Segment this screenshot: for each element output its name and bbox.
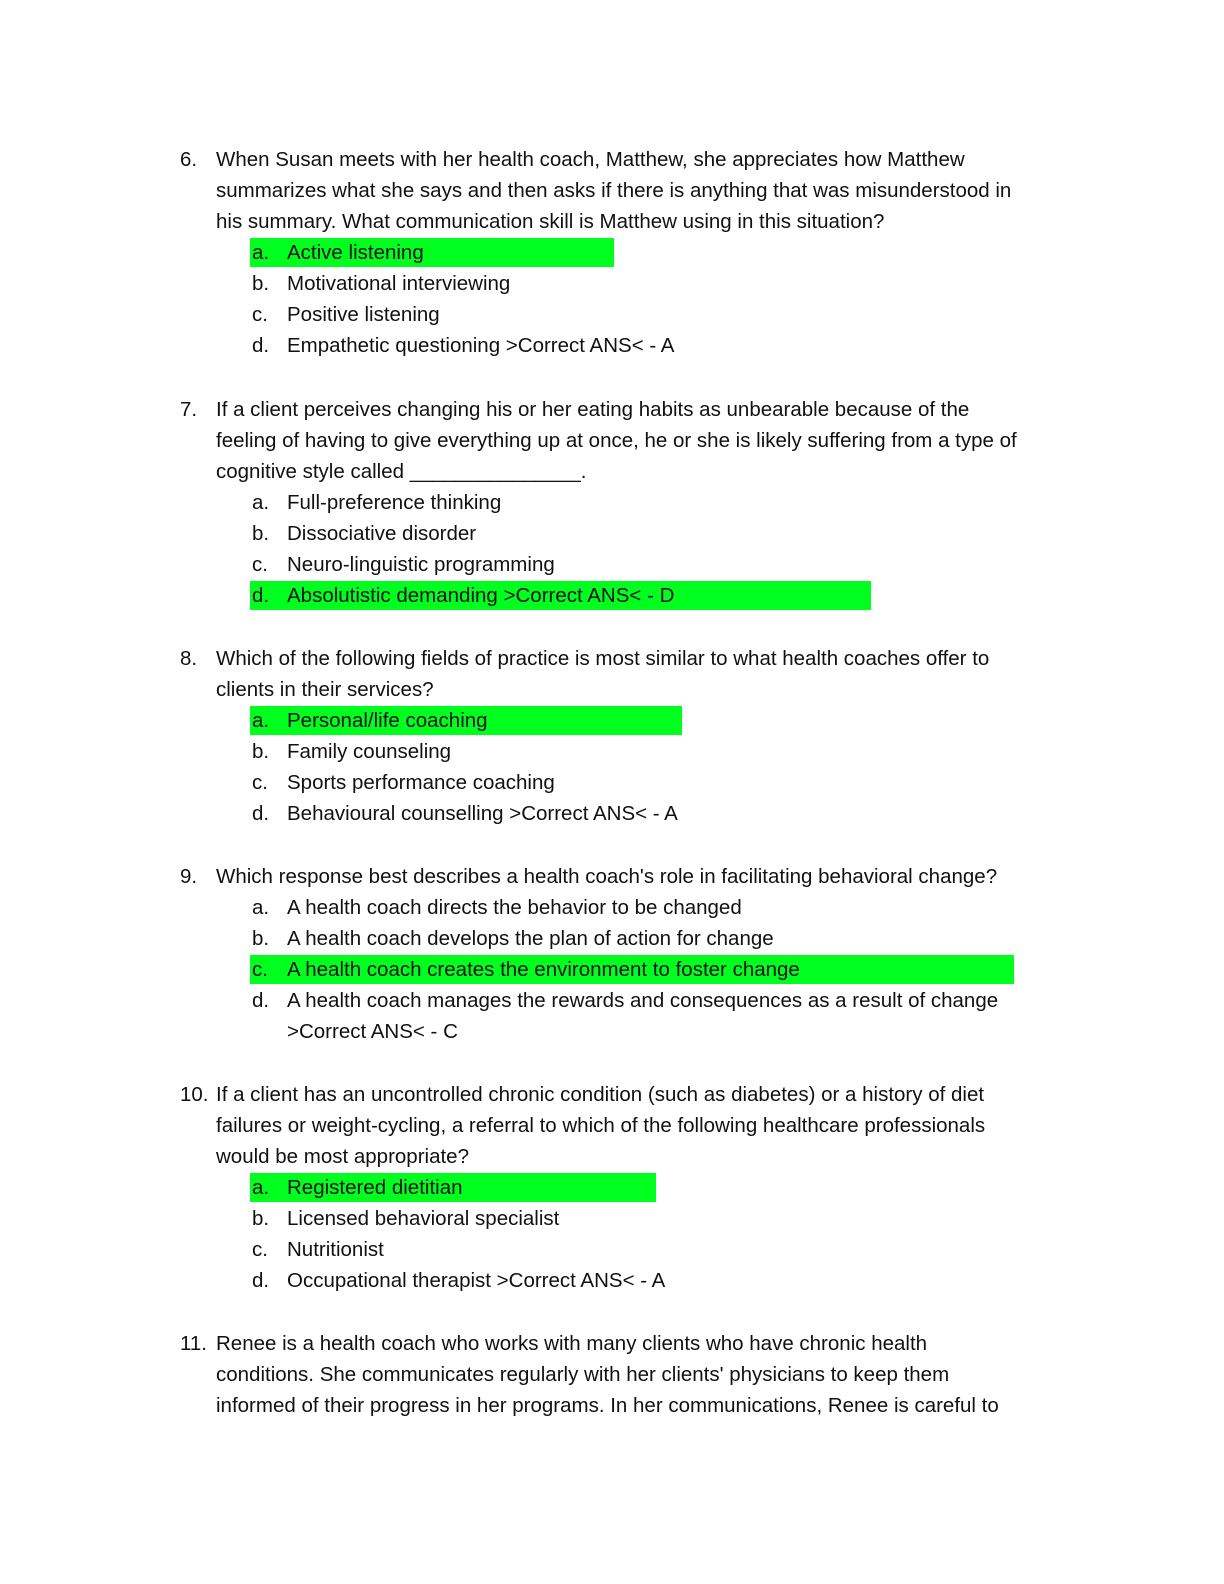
question-line: informed of their progress in her programs. In her communications, Renee is careful to (216, 1394, 999, 1417)
option-letter: d. (252, 584, 270, 607)
answer-option-a-correct (180, 705, 1080, 736)
answer-option-b (180, 268, 1080, 299)
option-text: Absolutistic demanding >Correct ANS< - D (287, 584, 675, 607)
question-number: 10. (180, 1083, 209, 1106)
answer-option-c (180, 549, 1080, 580)
question-line: would be most appropriate? (216, 1145, 469, 1168)
question-line: summarizes what she says and then asks if there is anything that was misunderstood in (216, 179, 1012, 202)
option-text: Personal/life coaching (287, 709, 488, 732)
answer-option-b (180, 736, 1080, 767)
question-line: his summary. What communication skill is Matthew using in this situation? (216, 210, 885, 233)
option-text: A health coach manages the rewards and consequences as a result of change (287, 989, 999, 1012)
answer-option-c (180, 299, 1080, 330)
option-letter: a. (252, 241, 270, 264)
option-letter: b. (252, 272, 270, 295)
question-line: If a client perceives changing his or her eating habits as unbearable because of the (216, 398, 970, 421)
option-text: A health coach creates the environment to foster change (287, 958, 800, 981)
option-letter: d. (252, 1269, 270, 1292)
question-number: 9. (180, 865, 198, 888)
answer-option-a (180, 892, 1080, 923)
answer-options (180, 237, 1080, 361)
question-number: 11. (180, 1332, 207, 1355)
option-letter: c. (252, 958, 268, 981)
option-letter: b. (252, 740, 270, 763)
answer-option-d-correct (180, 580, 1080, 611)
answer-option-c (180, 1234, 1080, 1265)
answer-option-d (180, 330, 1080, 361)
question-line: When Susan meets with her health coach, Matthew, she appreciates how Matthew (216, 148, 965, 171)
question-number: 7. (180, 398, 198, 421)
option-letter: a. (252, 896, 270, 919)
question-stem (180, 1328, 1080, 1421)
question-stem (180, 861, 1080, 892)
answer-option-d (180, 798, 1080, 829)
option-letter: c. (252, 1238, 268, 1261)
option-text: Motivational interviewing (287, 272, 511, 295)
option-text: Dissociative disorder (287, 522, 477, 545)
option-letter: c. (252, 303, 268, 326)
question-line: Renee is a health coach who works with many clients who have chronic health (216, 1332, 928, 1355)
answer-options (180, 1172, 1080, 1296)
answer-option-d (180, 985, 1080, 1047)
option-text: Registered dietitian (287, 1176, 463, 1199)
option-text: A health coach develops the plan of action for change (287, 927, 774, 950)
option-text: Active listening (287, 241, 424, 264)
answer-options (180, 892, 1080, 1047)
option-letter: b. (252, 1207, 270, 1230)
question-number: 8. (180, 647, 198, 670)
answer-option-d (180, 1265, 1080, 1296)
question-line: feeling of having to give everything up at once, he or she is likely suffering from a type of (216, 429, 1017, 452)
option-letter: c. (252, 553, 268, 576)
option-letter: b. (252, 927, 270, 950)
question-line: clients in their services? (216, 678, 434, 701)
option-text: Neuro-linguistic programming (287, 553, 555, 576)
answer-option-b (180, 1203, 1080, 1234)
option-text: Positive listening (287, 303, 440, 326)
option-letter: a. (252, 491, 270, 514)
option-text: Sports performance coaching (287, 771, 555, 794)
question-9 (180, 861, 1080, 1047)
question-number: 6. (180, 148, 198, 171)
option-text: Occupational therapist >Correct ANS< - A (287, 1269, 666, 1292)
answer-option-b (180, 518, 1080, 549)
option-letter: d. (252, 989, 270, 1012)
question-line: failures or weight-cycling, a referral to which of the following healthcare professionals (216, 1114, 986, 1137)
option-text: Behavioural counselling >Correct ANS< - A (287, 802, 678, 825)
option-letter: c. (252, 771, 268, 794)
answer-options (180, 705, 1080, 829)
answer-option-a-correct (180, 1172, 1080, 1203)
question-line: Which response best describes a health coach's role in facilitating behavioral change? (216, 865, 998, 888)
answer-option-a-correct (180, 237, 1080, 268)
option-letter: b. (252, 522, 270, 545)
option-letter: a. (252, 709, 270, 732)
question-stem (180, 144, 1080, 237)
answer-option-c-correct (180, 954, 1080, 985)
question-stem (180, 1079, 1080, 1172)
question-stem (180, 394, 1080, 487)
answer-options (180, 487, 1080, 611)
option-text: Family counseling (287, 740, 452, 763)
question-11 (180, 1328, 1080, 1421)
option-text-continuation: >Correct ANS< - C (287, 1020, 458, 1043)
question-8 (180, 643, 1080, 829)
option-text: A health coach directs the behavior to be changed (287, 896, 742, 919)
question-7 (180, 394, 1080, 611)
question-line: If a client has an uncontrolled chronic condition (such as diabetes) or a history of diet (216, 1083, 985, 1106)
question-line: Which of the following fields of practice is most similar to what health coaches offer to (216, 647, 990, 670)
option-text: Full-preference thinking (287, 491, 502, 514)
question-6 (180, 144, 1080, 361)
option-letter: d. (252, 802, 270, 825)
option-letter: d. (252, 334, 270, 357)
answer-option-b (180, 923, 1080, 954)
question-stem (180, 643, 1080, 705)
option-text: Nutritionist (287, 1238, 384, 1261)
question-line: conditions. She communicates regularly with her clients' physicians to keep them (216, 1363, 950, 1386)
option-letter: a. (252, 1176, 270, 1199)
question-line: cognitive style called _______________. (216, 460, 587, 483)
option-text: Licensed behavioral specialist (287, 1207, 560, 1230)
answer-option-a (180, 487, 1080, 518)
answer-option-c (180, 767, 1080, 798)
question-10 (180, 1079, 1080, 1296)
option-text: Empathetic questioning >Correct ANS< - A (287, 334, 675, 357)
